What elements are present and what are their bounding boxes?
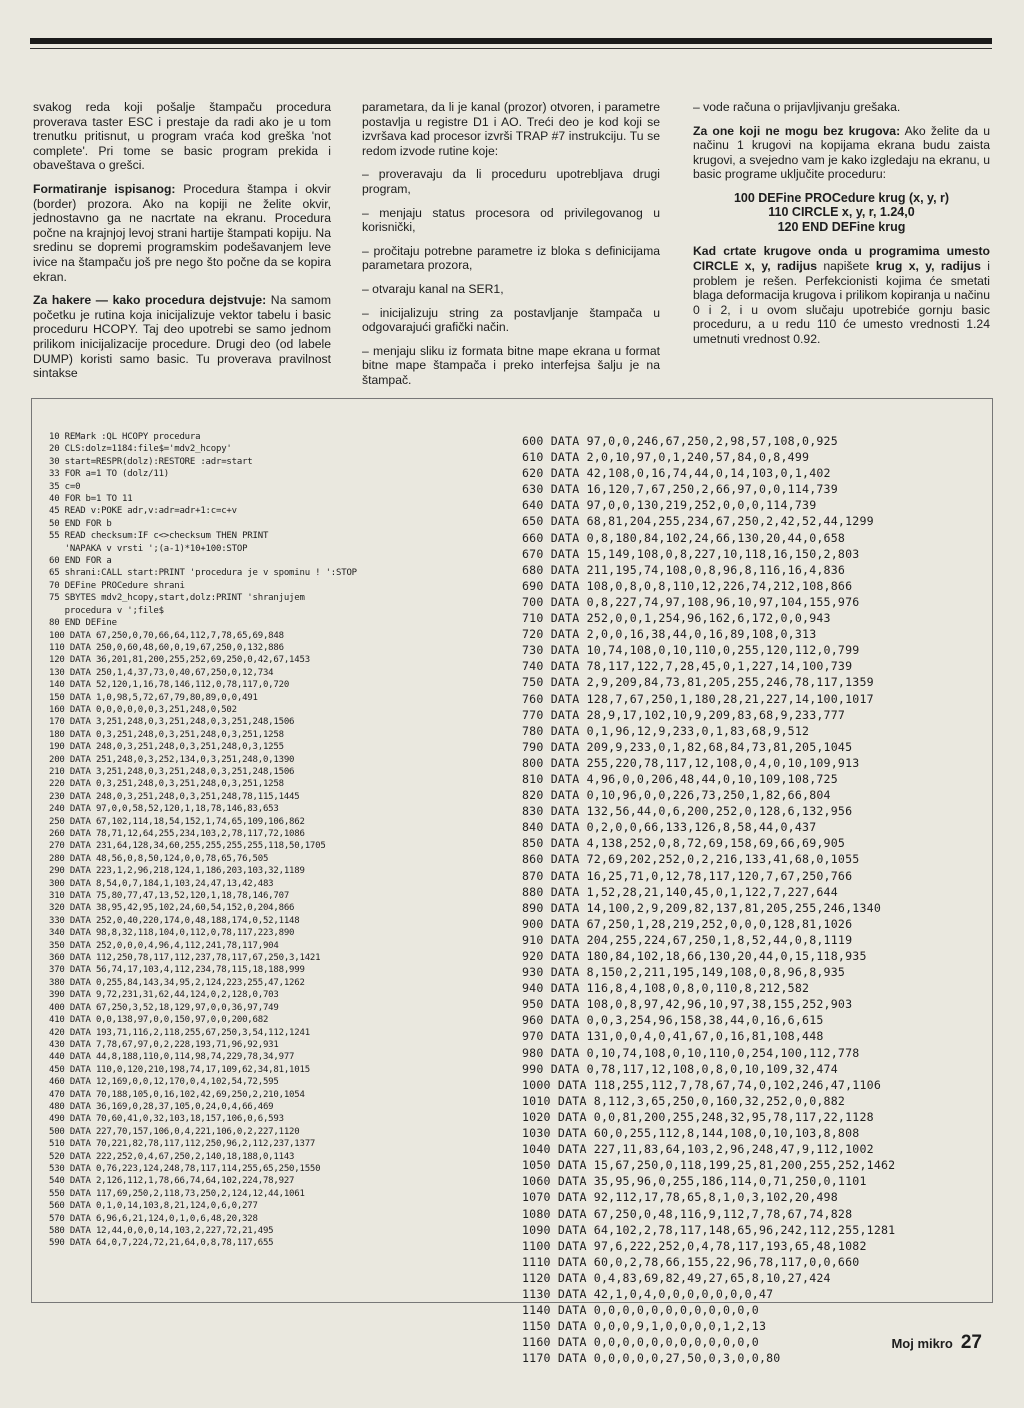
listing-line: 690 DATA 108,0,8,0,8,110,12,226,74,212,108,866 — [522, 578, 853, 593]
listing-line: 630 DATA 16,120,7,67,250,2,66,97,0,0,114,739 — [522, 482, 838, 497]
listing-line: 660 DATA 0,8,180,84,102,24,66,130,20,44,0,658 — [522, 530, 846, 545]
listing-line: 880 DATA 1,52,28,21,140,45,0,1,122,7,227,644 — [522, 884, 838, 899]
listing-line: 1000 DATA 118,255,112,7,78,67,74,0,102,246,47,1106 — [522, 1077, 882, 1092]
listing-line: 680 DATA 211,195,74,108,0,8,96,8,116,16,4,836 — [522, 562, 846, 577]
listing-line: 750 DATA 2,9,209,84,73,81,205,255,246,78,117,1359 — [522, 675, 874, 690]
paragraph: Za hakere — kako procedura dejstvuje: Na samom početku je rutina koja inicijalizuje vektor tabelu i basic proceduru HCOPY. Taj deo upotrebi se samo jednom prilikom inicijalizacije procedure. Drugi deo (od labele DUMP) koristi samo basic. Tu proverava pravilnost sintakse — [33, 293, 331, 381]
listing-line: 1160 DATA 0,0,0,0,0,0,0,0,0,0,0,0 — [522, 1335, 759, 1350]
listing-line: 570 DATA 6,96,6,21,124,0,1,0,6,48,20,328 — [49, 1213, 258, 1224]
listing-line: 620 DATA 42,108,0,16,74,44,0,14,103,0,1,402 — [522, 466, 831, 481]
listing-line: 780 DATA 0,1,96,12,9,233,0,1,83,68,9,512 — [522, 723, 810, 738]
listing-line: 20 CLS:dolz=1184:file$='mdv2_hcopy' — [49, 444, 232, 455]
listing-line: 920 DATA 180,84,102,18,66,130,20,44,0,15,118,935 — [522, 949, 867, 963]
listing-line: 390 DATA 9,72,231,31,62,44,124,0,2,128,0,703 — [49, 990, 279, 1001]
listing-line: 45 READ v:POKE adr,v:adr=adr+1:c=c+v — [49, 506, 237, 517]
listing-line: 650 DATA 68,81,204,255,234,67,250,2,42,52,44,1299 — [522, 514, 874, 529]
listing-line: 640 DATA 97,0,0,130,219,252,0,0,0,114,739 — [522, 498, 817, 513]
listing-left-column — [49, 431, 357, 1250]
listing-line: 850 DATA 4,138,252,0,8,72,69,158,69,66,69,905 — [522, 836, 846, 851]
listing-line: 65 shrani:CALL start:PRINT 'procedura je v spominu ! ':STOP — [49, 568, 357, 579]
listing-line: 710 DATA 252,0,0,1,254,96,162,6,172,0,0,943 — [522, 611, 831, 626]
listing-line: 1090 DATA 64,102,2,78,117,148,65,96,242,112,255,1281 — [522, 1222, 896, 1237]
listing-line: 810 DATA 4,96,0,0,206,48,44,0,10,109,108,725 — [522, 771, 838, 786]
listing-line: 730 DATA 10,74,108,0,10,110,0,255,120,112,0,799 — [522, 643, 860, 658]
listing-line: 520 DATA 222,252,0,4,67,250,2,140,18,188,0,1143 — [49, 1151, 295, 1162]
listing-line: 300 DATA 8,54,0,7,184,1,103,24,47,13,42,483 — [49, 878, 274, 889]
listing-line: 1170 DATA 0,0,0,0,0,27,50,0,3,0,0,80 — [522, 1351, 781, 1366]
list-item: – pročitaju potrebne parametre iz bloka s definicijama parametara prozora, — [362, 243, 660, 273]
listing-line: 610 DATA 2,0,10,97,0,1,240,57,84,0,8,499 — [522, 450, 810, 465]
paragraph-heading: Za one koji ne mogu bez krugova: — [693, 123, 901, 138]
listing-line: 540 DATA 2,126,112,1,78,66,74,64,102,224,78,927 — [49, 1176, 295, 1187]
listing-line: 940 DATA 116,8,4,108,0,8,0,110,8,212,582 — [522, 981, 810, 996]
listing-line: 790 DATA 209,9,233,0,1,82,68,84,73,81,205,1045 — [522, 739, 853, 754]
listing-line: 590 DATA 64,0,7,224,72,21,64,0,8,78,117,655 — [49, 1238, 274, 1249]
listing-line: 70 DEFine PROCedure shrani — [49, 580, 185, 591]
header-rule-thin — [30, 48, 992, 49]
listing-line: 120 DATA 36,201,81,200,255,252,69,250,0,42,67,1453 — [49, 655, 310, 666]
listing-line: 160 DATA 0,0,0,0,0,0,3,251,248,0,502 — [49, 704, 237, 715]
listing-line: 60 END FOR a — [49, 556, 112, 567]
listing-line: 760 DATA 128,7,67,250,1,180,28,21,227,14,100,1017 — [522, 691, 874, 706]
paragraph-heading: Formatiranje ispisanog: — [33, 181, 176, 196]
listing-line: 770 DATA 28,9,17,102,10,9,209,83,68,9,233,777 — [522, 707, 846, 722]
listing-line: 210 DATA 3,251,248,0,3,251,248,0,3,251,248,1506 — [49, 766, 295, 777]
listing-line: 560 DATA 0,1,0,14,103,8,21,124,0,6,0,277 — [49, 1201, 258, 1212]
listing-line: 100 DATA 67,250,0,70,66,64,112,7,78,65,69,848 — [49, 630, 284, 641]
listing-line: 1130 DATA 42,1,0,4,0,0,0,0,0,0,0,47 — [522, 1286, 774, 1301]
list-item: – inicijalizuju string za postavljanje štampača u odgovarajući grafički način. — [362, 305, 660, 335]
listing-line: 35 c=0 — [49, 481, 81, 492]
paragraph: parametara, da li je kanal (prozor) otvoren, i parametre postavlja u registre D1 i AO. Treći deo je kod koji se izvršava kad procesor izvrši TRAP #7 instrukciju. Tu se redom izvode rutine koje: — [362, 100, 660, 158]
listing-line: 350 DATA 252,0,0,0,4,96,4,112,241,78,117,904 — [49, 940, 279, 951]
listing-line: 1100 DATA 97,6,222,252,0,4,78,117,193,65,48,1082 — [522, 1238, 867, 1253]
listing-line: 10 REMark :QL HCOPY procedura — [49, 432, 201, 442]
listing-line: 'NAPAKA v vrsti ';(a-1)*10+100:STOP — [49, 543, 248, 554]
listing-line: 450 DATA 110,0,120,210,198,74,17,109,62,34,81,1015 — [49, 1064, 310, 1075]
list-item: – menjaju status procesora od privilegovanog u korisnički, — [362, 205, 660, 235]
list-item: – proveravaju da li proceduru upotrebljava drugi program, — [362, 167, 660, 196]
listing-line: 1050 DATA 15,67,250,0,118,199,25,81,200,255,252,1462 — [522, 1158, 896, 1173]
listing-line: 40 FOR b=1 TO 11 — [49, 494, 133, 505]
listing-line: 240 DATA 97,0,0,58,52,120,1,18,78,146,83,653 — [49, 804, 279, 815]
listing-line: 55 READ checksum:IF c<>checksum THEN PRINT — [49, 531, 269, 542]
listing-line: 1040 DATA 227,11,83,64,103,2,96,248,47,9,112,1002 — [522, 1142, 874, 1157]
paragraph-heading: Kad crtate krugove onda u programima umesto CIRCLE x, y, radijus — [693, 244, 990, 274]
listing-line: 1080 DATA 67,250,0,48,116,9,112,7,78,67,74,828 — [522, 1206, 853, 1221]
listing-line: 250 DATA 67,102,114,18,54,152,1,74,65,109,106,862 — [49, 816, 305, 827]
listing-line: 470 DATA 70,188,105,0,16,102,42,69,250,2,210,1054 — [49, 1089, 305, 1100]
listing-line: 720 DATA 2,0,0,16,38,44,0,16,89,108,0,313 — [522, 627, 817, 642]
listing-line: 740 DATA 78,117,122,7,28,45,0,1,227,14,100,739 — [522, 659, 853, 674]
listing-line: 980 DATA 0,10,74,108,0,10,110,0,254,100,112,778 — [522, 1045, 860, 1060]
listing-line: 900 DATA 67,250,1,28,219,252,0,0,0,128,81,1026 — [522, 916, 853, 931]
list-item: – vode računa o prijavljivanju grešaka. — [693, 100, 901, 114]
list-item: – otvaraju kanal na SER1, — [362, 281, 504, 296]
listing-line: 1140 DATA 0,0,0,0,0,0,0,0,0,0,0,0 — [522, 1303, 759, 1318]
listing-line: 500 DATA 227,70,157,106,0,4,221,106,0,2,227,1120 — [49, 1126, 300, 1137]
listing-line: 50 END FOR b — [49, 518, 112, 529]
listing-line: 930 DATA 8,150,2,211,195,149,108,0,8,96,8,935 — [522, 965, 846, 980]
listing-line: 33 FOR a=1 TO (dolz/11) — [49, 469, 170, 480]
text-column-2 — [362, 100, 660, 397]
listing-line: 990 DATA 0,78,117,12,108,0,8,0,10,109,32,474 — [522, 1061, 838, 1076]
listing-line: 320 DATA 38,95,42,95,102,24,60,54,152,0,204,866 — [49, 903, 295, 914]
paragraph: Za one koji ne mogu bez krugova: Ako želite da u načinu 1 krugovi na kopijama ekrana budu zaista krugovi, a svejedno vam je kako izgledaju na ekranu, u basic programe uključite proceduru: — [693, 123, 990, 182]
listing-line: 220 DATA 0,3,251,248,0,3,251,248,0,3,251,1258 — [49, 779, 284, 790]
listing-line: 600 DATA 97,0,0,246,67,250,2,98,57,108,0,925 — [522, 434, 838, 448]
listing-line: 1120 DATA 0,4,83,69,82,49,27,65,8,10,27,424 — [522, 1270, 831, 1285]
text-column-1 — [33, 100, 331, 390]
paragraph: svakog reda koji pošalje štampaču procedura proverava taster ESC i prestaje da radi ako je u tom trenutku pritisnut, u program vraća kod greška 'not complete'. Pri tome se basic program prekida i obaveštava o grešci. — [33, 100, 331, 173]
listing-line: 840 DATA 0,2,0,0,66,133,126,8,58,44,0,437 — [522, 820, 817, 835]
listing-line: 190 DATA 248,0,3,251,248,0,3,251,248,0,3,1255 — [49, 742, 284, 753]
listing-line: 480 DATA 36,169,0,28,37,105,0,24,0,4,66,469 — [49, 1101, 274, 1112]
listing-line: 260 DATA 78,71,12,64,255,234,103,2,78,117,72,1086 — [49, 829, 305, 839]
listing-line: 360 DATA 112,250,78,117,112,237,78,117,67,250,3,1421 — [49, 953, 321, 964]
code-line: 120 END DEFine krug — [777, 219, 906, 234]
listing-line: 700 DATA 0,8,227,74,97,108,96,10,97,104,155,976 — [522, 594, 860, 609]
listing-line: 1110 DATA 60,0,2,78,66,155,22,96,78,117,0,0,660 — [522, 1254, 860, 1269]
listing-line: 380 DATA 0,255,84,143,34,95,2,124,223,255,47,1262 — [49, 977, 305, 988]
listing-line: 490 DATA 70,60,41,0,32,103,18,157,106,0,6,593 — [49, 1114, 284, 1125]
listing-line: 410 DATA 0,0,138,97,0,0,150,97,0,0,200,682 — [49, 1015, 269, 1026]
listing-line: 670 DATA 15,149,108,0,8,227,10,118,16,150,2,803 — [522, 546, 860, 561]
listing-line: 890 DATA 14,100,2,9,209,82,137,81,205,255,246,1340 — [522, 900, 882, 915]
listing-line: 140 DATA 52,120,1,16,78,146,112,0,78,117,0,720 — [49, 680, 290, 691]
listing-line: 340 DATA 98,8,32,118,104,0,112,0,78,117,223,890 — [49, 928, 295, 939]
page-footer — [891, 1332, 982, 1354]
listing-line: 580 DATA 12,44,0,0,0,14,103,2,227,72,21,495 — [49, 1226, 274, 1236]
listing-line: 180 DATA 0,3,251,248,0,3,251,248,0,3,251,1258 — [49, 729, 284, 740]
listing-right-column — [522, 433, 895, 1366]
listing-line: procedura v ';file$ — [49, 605, 164, 616]
paragraph-heading: Za hakere — kako procedura dejstvuje: — [33, 293, 267, 308]
listing-line: 420 DATA 193,71,116,2,118,255,67,250,3,54,112,1241 — [49, 1027, 310, 1038]
header-rule — [30, 38, 992, 44]
listing-line: 290 DATA 223,1,2,96,218,124,1,186,203,103,32,1189 — [49, 866, 305, 877]
paragraph: Kad crtate krugove onda u programima umesto CIRCLE x, y, radijus napišete krug x, y, radijus i problem je rešen. Perfekcionisti kojima će smetati blaga deformacija krugova i prilikom kopiranja u načinu 0 i 2, i u ovom slučaju upotrebiće gornju basic proceduru, a u redu 110 će umesto vrednosti 1.24 umetnuti vrednost 0.92. — [693, 244, 991, 347]
listing-line: 440 DATA 44,8,188,110,0,114,98,74,229,78,34,977 — [49, 1052, 295, 1063]
listing-line: 370 DATA 56,74,17,103,4,112,234,78,115,18,188,999 — [49, 965, 305, 976]
paragraph: Formatiranje ispisanog: Procedura štampa i okvir (border) prozora. Ako na kopiji ne želite okvir, jednostavno ga ne nacrtate na ekranu. Procedura počne na krajnjoj levoj strani hartije štampati kopiju. Na sredinu se dopremi programskim podešavanjem leve ivice na štampaču još pre nego što počne da se kopira ekran. — [33, 181, 331, 284]
listing-line: 510 DATA 70,221,82,78,117,112,250,96,2,112,237,1377 — [49, 1139, 316, 1150]
listing-line: 150 DATA 1,0,98,5,72,67,79,80,89,0,0,491 — [49, 692, 258, 703]
listing-line: 1060 DATA 35,95,96,0,255,186,114,0,71,250,0,1101 — [522, 1174, 867, 1189]
listing-line: 80 END DEFine — [49, 618, 117, 629]
listing-line: 130 DATA 250,1,4,37,73,0,40,67,250,0,12,734 — [49, 667, 274, 678]
list-item: – menjaju sliku iz formata bitne mape ekrana u format bitne mape štampača i preko interfejsa šalju je na štampač. — [362, 343, 660, 387]
listing-line: 1010 DATA 8,112,3,65,250,0,160,32,252,0,0,882 — [522, 1093, 846, 1108]
listing-line: 960 DATA 0,0,3,254,96,158,38,44,0,16,6,615 — [522, 1013, 824, 1028]
listing-line: 1070 DATA 92,112,17,78,65,8,1,0,3,102,20,498 — [522, 1190, 838, 1205]
listing-line: 800 DATA 255,220,78,117,12,108,0,4,0,10,109,913 — [522, 755, 860, 770]
code-snippet — [693, 191, 990, 235]
listing-line: 1020 DATA 0,0,81,200,255,248,32,95,78,117,22,1128 — [522, 1109, 874, 1124]
listing-line: 200 DATA 251,248,0,3,252,134,0,3,251,248,0,1390 — [49, 754, 295, 765]
listing-line: 30 start=RESPR(dolz):RESTORE :adr=start — [49, 456, 253, 467]
listing-line: 170 DATA 3,251,248,0,3,251,248,0,3,251,248,1506 — [49, 717, 295, 728]
text-column-3 — [693, 100, 990, 356]
listing-line: 75 SBYTES mdv2_hcopy,start,dolz:PRINT 'shranjujem — [49, 593, 305, 604]
page-number: 27 — [960, 1332, 982, 1353]
listing-line: 230 DATA 248,0,3,251,248,0,3,251,248,78,115,1445 — [49, 791, 300, 802]
listing-line: 400 DATA 67,250,3,52,18,129,97,0,0,36,97,749 — [49, 1002, 279, 1013]
listing-line: 820 DATA 0,10,96,0,0,226,73,250,1,82,66,804 — [522, 788, 831, 803]
listing-line: 910 DATA 204,255,224,67,250,1,8,52,44,0,8,1119 — [522, 932, 853, 947]
listing-line: 870 DATA 16,25,71,0,12,78,117,120,7,67,250,766 — [522, 868, 853, 883]
listing-line: 330 DATA 252,0,40,220,174,0,48,188,174,0,52,1148 — [49, 915, 300, 926]
listing-line: 270 DATA 231,64,128,34,60,255,255,255,255,118,50,1705 — [49, 841, 326, 852]
listing-line: 550 DATA 117,69,250,2,118,73,250,2,124,12,44,1061 — [49, 1188, 305, 1199]
listing-line: 950 DATA 108,0,8,97,42,96,10,97,38,155,252,903 — [522, 997, 853, 1012]
listing-line: 110 DATA 250,0,60,48,60,0,19,67,250,0,132,886 — [49, 642, 284, 653]
listing-line: 1030 DATA 60,0,255,112,8,144,108,0,10,103,8,808 — [522, 1126, 860, 1141]
code-line: 110 CIRCLE x, y, r, 1.24,0 — [768, 205, 915, 220]
listing-line: 1150 DATA 0,0,0,9,1,0,0,0,0,1,2,13 — [522, 1319, 767, 1334]
listing-line: 530 DATA 0,76,223,124,248,78,117,114,255,65,250,1550 — [49, 1163, 321, 1174]
listing-line: 860 DATA 72,69,202,252,0,2,216,133,41,68,0,1055 — [522, 852, 860, 867]
listing-line: 970 DATA 131,0,0,4,0,41,67,0,16,81,108,448 — [522, 1029, 824, 1044]
magazine-name: Moj mikro — [891, 1336, 953, 1351]
listing-line: 830 DATA 132,56,44,0,6,200,252,0,128,6,132,956 — [522, 804, 853, 819]
listing-line: 280 DATA 48,56,0,8,50,124,0,0,78,65,76,505 — [49, 853, 269, 864]
listing-line: 460 DATA 12,169,0,0,12,170,0,4,102,54,72,595 — [49, 1077, 279, 1088]
listing-line: 430 DATA 7,78,67,97,0,2,228,193,71,96,92,931 — [49, 1039, 279, 1050]
listing-line: 310 DATA 75,80,77,47,13,52,120,1,18,78,146,707 — [49, 891, 290, 902]
code-line: 100 DEFine PROCedure krug (x, y, r) — [733, 190, 950, 205]
